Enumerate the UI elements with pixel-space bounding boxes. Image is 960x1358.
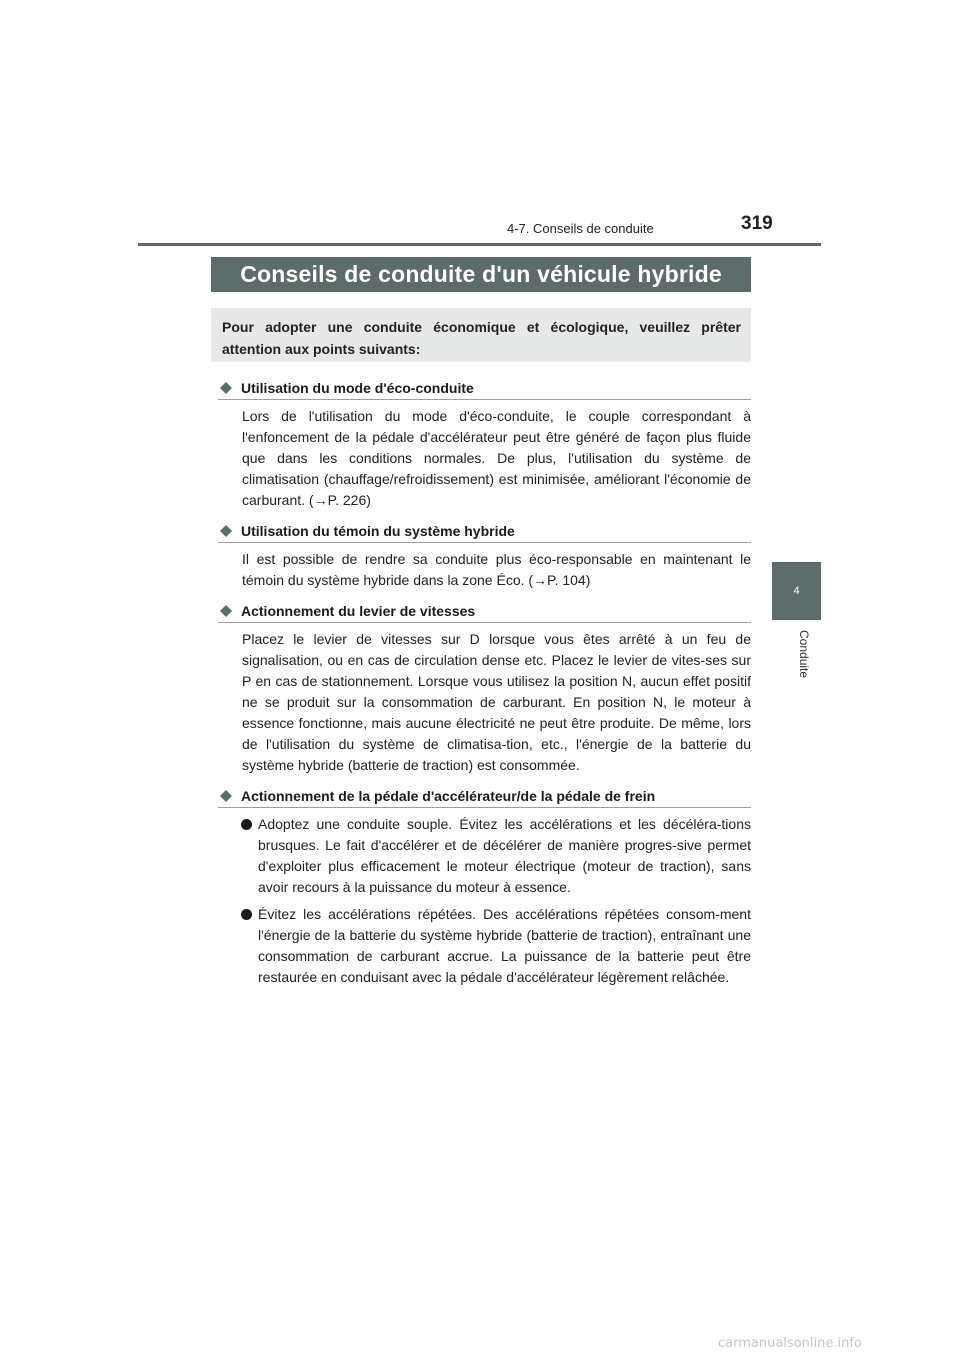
diamond-bullet-icon [220, 525, 232, 537]
intro-box: Pour adopter une conduite économique et écologique, veuillez prêter attention aux points suivants: [211, 308, 751, 362]
diamond-bullet-icon [220, 790, 232, 802]
section-heading-text: Actionnement du levier de vitesses [241, 602, 476, 619]
section-shift-lever [218, 599, 751, 776]
list-item-text: Adoptez une conduite souple. Évitez les accélérations et les décéléra-tions brusques. Le fait d'accélérer et de décélérer de manière progres-sive permet d'exploiter plus efficacement le moteur électrique (moteur de traction), sans avoir recours à la puissance du moteur à essence. [258, 816, 751, 895]
section-body: Lors de l'utilisation du mode d'éco-conduite, le couple correspondant à l'enfoncement de la pédale d'accélérateur peut être généré de façon plus fluide que dans les conditions normales. De plus, l'utilisation du système de climatisation (chauffage/refroidissement) est minimisée, améliorant l'économie de carburant. (→P. 226) [242, 408, 751, 508]
section-heading [218, 376, 751, 400]
list-item-text: Évitez les accélérations répétées. Des accélérations répétées consom-ment l'énergie de la batterie du système hybride (batterie de traction), entraînant une consommation de carburant accrue. La puissance de la batterie peut être restaurée en conduisant avec la pédale d'accélérateur légèrement relâchée. [258, 906, 751, 985]
watermark: carmanualsonline.info [718, 1336, 862, 1351]
section-heading [218, 784, 751, 808]
diamond-bullet-icon [220, 382, 232, 394]
section-hybrid-indicator [218, 519, 751, 591]
section-heading-text: Utilisation du témoin du système hybride [241, 522, 515, 539]
section-heading [218, 599, 751, 623]
bullet-dot-icon [240, 904, 258, 988]
bullet-dot-icon [240, 814, 258, 898]
section-breadcrumb: 4-7. Conseils de conduite [507, 221, 654, 236]
list-item [236, 904, 751, 988]
content-area [218, 376, 751, 996]
bullet-list [236, 814, 751, 988]
list-item [236, 814, 751, 898]
header-rule [138, 243, 821, 246]
section-heading-text: Utilisation du mode d'éco-conduite [241, 379, 474, 396]
section-eco-mode [218, 376, 751, 511]
section-heading-text: Actionnement de la pédale d'accélérateur/de la pédale de frein [241, 787, 656, 804]
chapter-label: Conduite [797, 630, 811, 679]
section-body: Il est possible de rendre sa conduite plus éco-responsable en maintenant le témoin du système hybride dans la zone Éco. (→P. 104) [242, 551, 751, 588]
chapter-tab[interactable]: 4 [772, 562, 821, 620]
page-number: 319 [741, 213, 773, 234]
diamond-bullet-icon [220, 605, 232, 617]
section-heading [218, 519, 751, 543]
section-pedals [218, 784, 751, 988]
page-title: Conseils de conduite d'un véhicule hybride [211, 257, 751, 292]
section-body: Placez le levier de vitesses sur D lorsque vous êtes arrêté à un feu de signalisation, ou en cas de circulation dense etc. Placez le levier de vites-ses sur P en cas de stationnement. Lorsque vous utilisez la position N, aucun effet positif ne se produit sur la consommation de carburant. En position N, le moteur à essence fonctionne, mais aucune électricité ne peut être produite. De même, lors de l'utilisation du système de climatisa-tion, etc., l'énergie de la batterie du système hybride (batterie de traction) est consommée. [242, 631, 751, 773]
